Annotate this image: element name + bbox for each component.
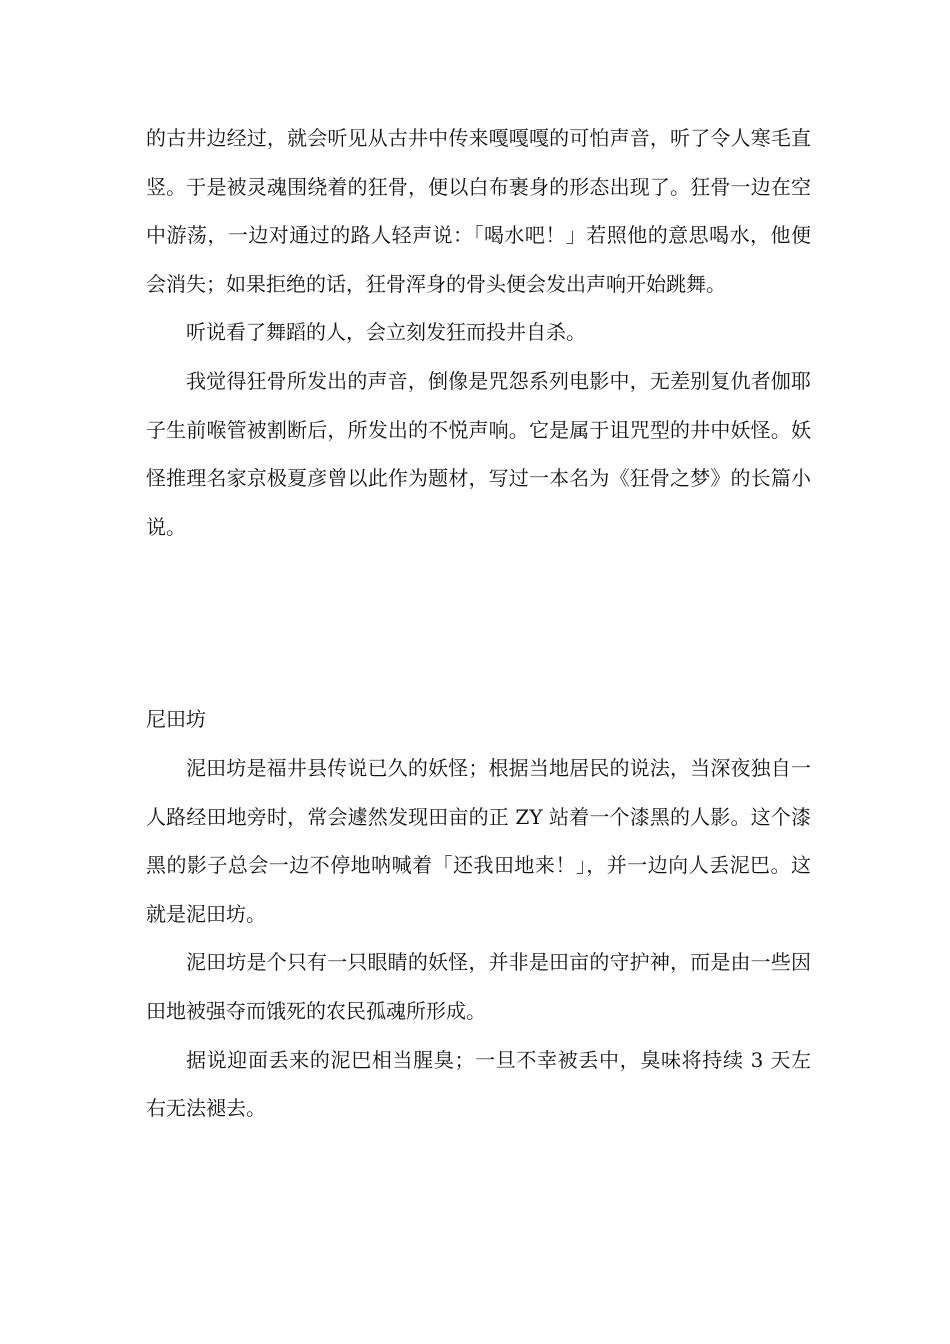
paragraph: 据说迎面丢来的泥巴相当腥臭；一旦不幸被丢中，臭味将持续 3 天左右无法褪去。 bbox=[146, 1047, 811, 1121]
section-gap bbox=[146, 551, 811, 695]
paragraph-continuation: 的古井边经过，就会听见从古井中传来嘎嘎嘎的可怕声音，听了令人寒毛直竖。于是被灵魂围绕着的狂骨，便以白布裹身的形态出现了。狂骨一边在空中游荡，一边对通过的路人轻声说：「喝水吧！」若照他的意思喝水，他便会消失；如果拒绝的话，狂骨浑身的骨头便会发出声响开始跳舞。 bbox=[146, 126, 811, 296]
section-heading: 尼田坊 bbox=[146, 707, 206, 732]
paragraph: 泥田坊是个只有一只眼睛的妖怪，并非是田亩的守护神，而是由一些因田地被强夺而饿死的农民孤魂所形成。 bbox=[146, 950, 811, 1023]
document-page bbox=[146, 114, 811, 1133]
paragraph: 我觉得狂骨所发出的声音，倒像是咒怨系列电影中，无差别复仇者伽耶子生前喉管被割断后，所发出的不悦声响。它是属于诅咒型的井中妖怪。妖怪推理名家京极夏彦曾以此作为题材，写过一本名为《狂骨之梦》的长篇小说。 bbox=[146, 368, 811, 539]
paragraph: 听说看了舞蹈的人，会立刻发狂而投井自杀。 bbox=[186, 320, 586, 345]
paragraph: 泥田坊是福井县传说已久的妖怪；根据当地居民的说法，当深夜独自一人路经田地旁时，常会遽然发现田亩的正 ZY 站着一个漆黑的人影。这个漆黑的影子总会一边不停地呐喊着「还我田地来！」，并一边向人丢泥巴。这就是泥田坊。 bbox=[146, 755, 811, 926]
